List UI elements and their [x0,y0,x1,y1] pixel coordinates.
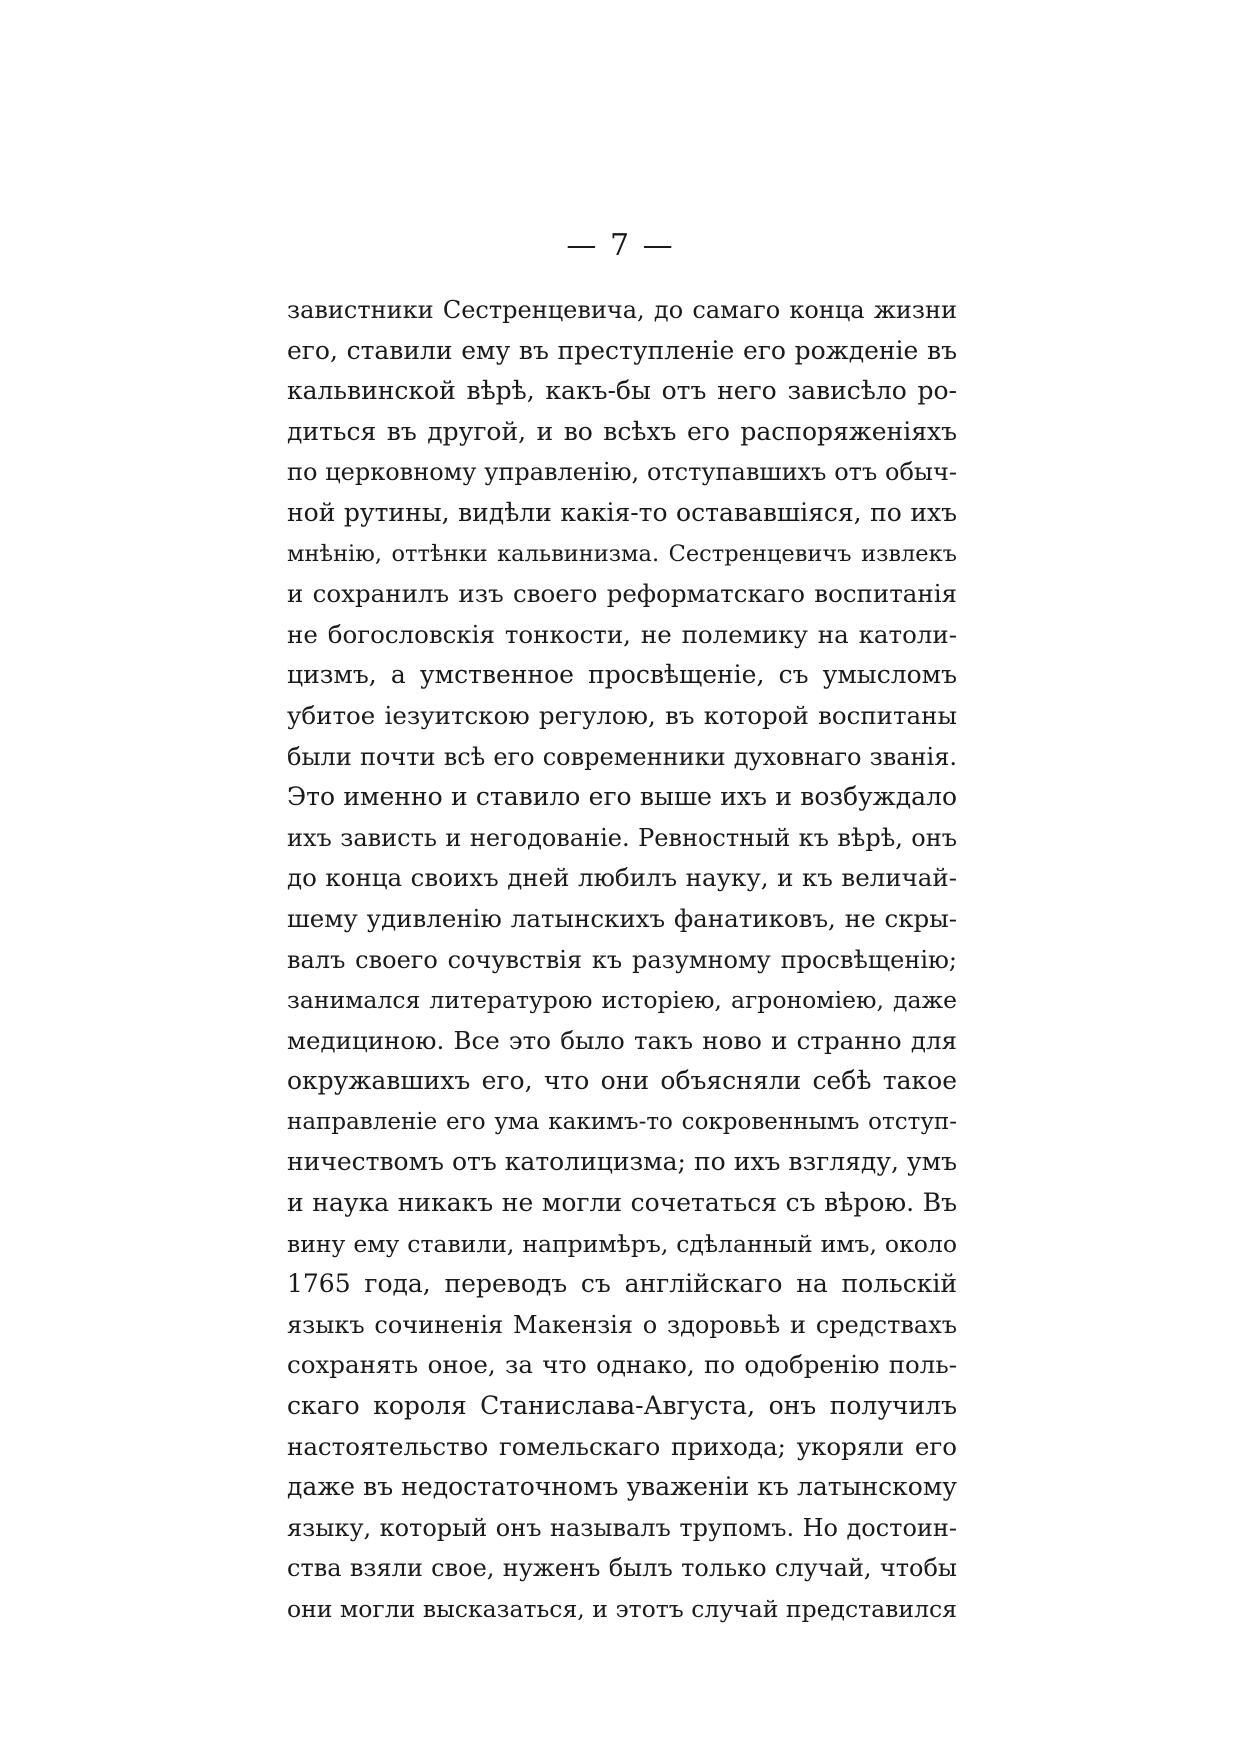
text-line: не богословскія тонкости, не полемику на католи- [287,619,957,649]
text-line: они могли высказаться, и этотъ случай представился [287,1595,957,1623]
text-line: и сохранилъ изъ своего реформатскаго воспитанія [287,579,957,609]
text-line: убитое іезуитскою регулою, въ которой воспитаны [287,700,957,730]
text-line: по церковному управленію, отступавшихъ отъ обыч- [287,458,957,487]
text-line: ной рутины, видѣли какія-то остававшіяся, по ихъ [287,497,957,527]
text-line: шему удивленію латынскихъ фанатиковъ, не скры- [287,903,957,933]
text-line: мнѣнію, оттѣнки кальвинизма. Сестренцевичъ извлекъ [287,540,957,567]
text-line: занимался литературою исторіею, агрономіею, даже [287,986,957,1015]
text-line: даже въ недостаточномъ уваженіи къ латынскому [287,1472,957,1502]
text-line: ихъ зависть и негодованіе. Ревностный къ вѣрѣ, онъ [287,823,957,852]
text-line: кальвинской вѣрѣ, какъ-бы отъ него зависѣло ро- [287,376,957,406]
text-line: до конца своихъ дней любилъ науку, и къ величай- [287,863,957,893]
text-line: сохранять оное, за что однако, по одобренію поль- [287,1350,957,1380]
text-line: языкъ сочиненія Макензія о здоровьѣ и средствахъ [287,1310,957,1339]
text-line: были почти всѣ его современники духовнаго званія. [287,742,957,771]
text-line: ства взяли свое, нуженъ былъ только случай, чтобы [287,1554,957,1583]
text-line: диться въ другой, и во всѣхъ его распоряженіяхъ [287,416,957,446]
text-line: и наука никакъ не могли сочетаться съ вѣрою. Въ [287,1188,957,1218]
text-line: направленіе его ума какимъ-то сокровеннымъ отступ- [287,1108,957,1135]
text-line: цизмъ, а умственное просвѣщеніе, съ умысломъ [287,660,957,690]
text-line: валъ своего сочувствія къ разумному просвѣщенію; [287,945,957,974]
page-number: — 7 — [566,228,675,263]
text-line: Это именно и ставило его выше ихъ и возбуждало [287,782,957,812]
text-line: скаго короля Станислава-Августа, онъ получилъ [287,1391,957,1421]
text-line: его, ставили ему въ преступленіе его рожденіе въ [287,335,957,365]
text-line: вину ему ставили, напримѣръ, сдѣланный имъ, около [287,1229,957,1258]
text-line: медициною. Все это было такъ ново и странно для [287,1025,957,1055]
text-line: завистники Сестренцевича, до самаго конца жизни [287,296,957,324]
text-line: 1765 года, переводъ съ англійскаго на польскій [287,1269,957,1299]
text-line: языку, который онъ называлъ трупомъ. Но достоин- [287,1513,957,1542]
body-text [287,290,957,1630]
text-line: настоятельство гомельскаго прихода; укоряли его [287,1431,957,1461]
text-line: окружавшихъ его, что они объясняли себѣ такое [287,1066,957,1096]
text-line: ничествомъ отъ католицизма; по ихъ взгляду, умъ [287,1147,957,1177]
